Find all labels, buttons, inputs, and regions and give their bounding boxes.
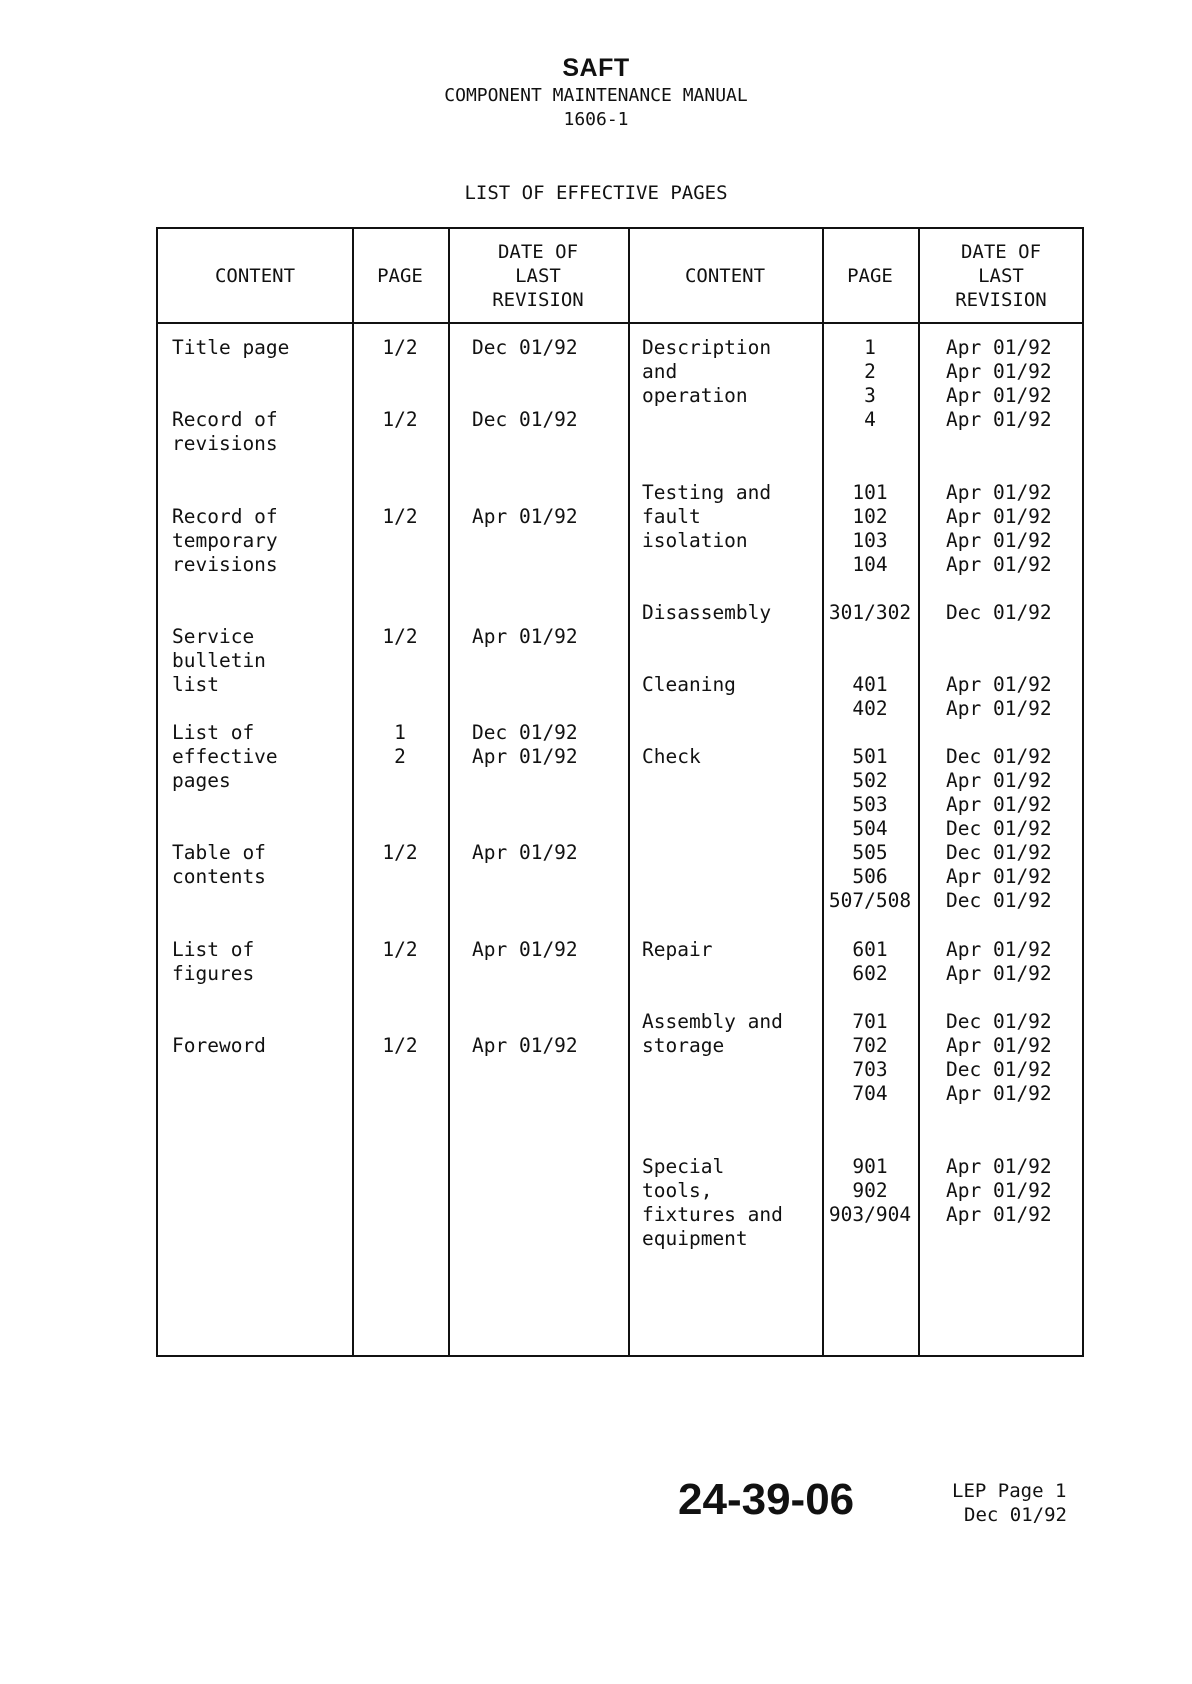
entry-content: Check — [642, 745, 701, 768]
header-page-right: PAGE — [847, 264, 893, 287]
entry-pages: 1/2 — [382, 938, 418, 961]
effective-pages-table — [156, 227, 1084, 1357]
entry-pages: 101 102 103 104 — [852, 481, 888, 576]
entry-dates: Apr 01/92 Apr 01/92 Apr 01/92 Apr 01/92 — [946, 336, 1052, 431]
entry-content: List of effective pages — [172, 721, 278, 792]
entry-content: Description and operation — [642, 336, 772, 407]
entry-dates: Apr 01/92 Apr 01/92 Apr 01/92 — [946, 1155, 1052, 1226]
header-date-left: DATE OF LAST REVISION — [492, 240, 584, 311]
header-date-right: DATE OF LAST REVISION — [955, 240, 1047, 311]
entry-dates: Apr 01/92 Apr 01/92 — [946, 938, 1052, 985]
entry-pages: 1/2 — [382, 505, 418, 528]
revision-date: Dec 01/92 — [964, 1504, 1067, 1526]
entry-dates: Dec 01/92 — [472, 408, 578, 431]
entry-dates: Apr 01/92 Apr 01/92 — [946, 673, 1052, 720]
entry-content: Special tools, fixtures and equipment — [642, 1155, 783, 1250]
entry-pages: 1/2 — [382, 841, 418, 864]
entry-content: Title page — [172, 336, 290, 359]
header-divider — [158, 322, 1082, 324]
entry-content: Service bulletin list — [172, 625, 266, 696]
column-divider — [448, 229, 450, 1355]
entry-content: Repair — [642, 938, 713, 961]
entry-dates: Dec 01/92 Apr 01/92 Apr 01/92 Dec 01/92 Dec 01/92 Apr 01/92 Dec 01/92 — [946, 745, 1052, 912]
entry-pages: 901 902 903/904 — [828, 1155, 912, 1226]
entry-pages: 1/2 — [382, 1034, 418, 1057]
entry-dates: Apr 01/92 — [472, 505, 578, 528]
page-label: LEP Page 1 — [952, 1480, 1067, 1502]
entry-pages: 1 2 — [394, 721, 406, 768]
column-divider — [352, 229, 354, 1355]
entry-content: Assembly and storage — [642, 1010, 783, 1057]
header-page-left: PAGE — [377, 264, 423, 287]
column-divider — [628, 229, 630, 1355]
entry-dates: Dec 01/92 — [472, 336, 578, 359]
entry-dates: Dec 01/92 Apr 01/92 Dec 01/92 Apr 01/92 — [946, 1010, 1052, 1105]
entry-pages: 601 602 — [852, 938, 888, 985]
entry-pages: 1/2 — [382, 336, 418, 359]
entry-dates: Dec 01/92 — [946, 601, 1052, 624]
chapter-code: 24-39-06 — [678, 1475, 855, 1524]
entry-pages: 501 502 503 504 505 506 507/508 — [828, 745, 912, 912]
entry-dates: Apr 01/92 — [472, 625, 578, 648]
entry-content: Foreword — [172, 1034, 266, 1057]
entry-content: Disassembly — [642, 601, 772, 624]
column-divider — [918, 229, 920, 1355]
header-content-left: CONTENT — [214, 264, 296, 287]
company-name: SAFT — [562, 54, 630, 82]
entry-content: Cleaning — [642, 673, 736, 696]
entry-pages: 1/2 — [382, 408, 418, 431]
manual-number: 1606-1 — [563, 109, 629, 130]
entry-dates: Apr 01/92 — [472, 1034, 578, 1057]
entry-dates: Apr 01/92 Apr 01/92 Apr 01/92 Apr 01/92 — [946, 481, 1052, 576]
entry-pages: 701 702 703 704 — [852, 1010, 888, 1105]
entry-dates: Dec 01/92 Apr 01/92 — [472, 721, 578, 768]
entry-content: Testing and fault isolation — [642, 481, 772, 552]
entry-dates: Apr 01/92 — [472, 841, 578, 864]
entry-pages: 301/302 — [828, 601, 912, 624]
manual-title: COMPONENT MAINTENANCE MANUAL — [444, 85, 748, 106]
header-content-right: CONTENT — [684, 264, 766, 287]
page-title: LIST OF EFFECTIVE PAGES — [464, 182, 728, 204]
entry-pages: 1 2 3 4 — [864, 336, 876, 431]
entry-content: List of figures — [172, 938, 255, 985]
entry-content: Record of revisions — [172, 408, 278, 455]
entry-content: Record of temporary revisions — [172, 505, 278, 576]
entry-pages: 1/2 — [382, 625, 418, 648]
entry-pages: 401 402 — [852, 673, 888, 720]
entry-content: Table of contents — [172, 841, 266, 888]
entry-dates: Apr 01/92 — [472, 938, 578, 961]
